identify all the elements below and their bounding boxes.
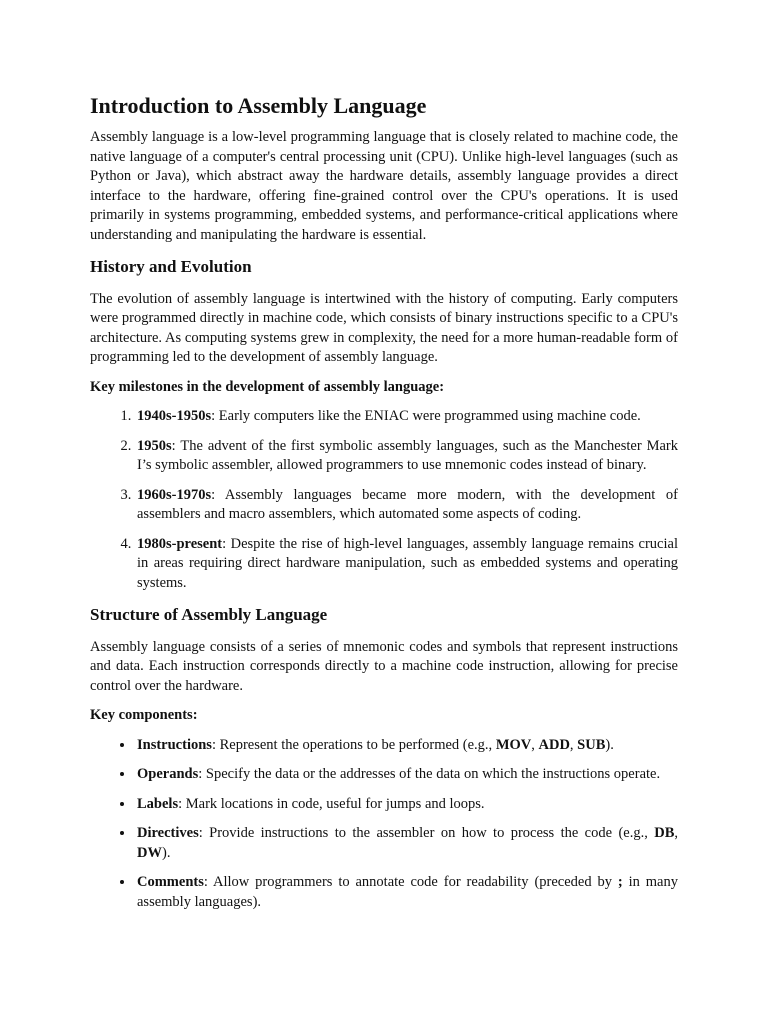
component-text: : Specify the data or the addresses of the data on which the instructions operate. [198, 766, 661, 783]
history-paragraph: The evolution of assembly language is intertwined with the history of computing. Early computers were programmed directly in machine code, which consists of binary instructions specific to a CPU's architecture. As computing systems grew in complexity, the need for a more human-readable form of programming led to the development of assembly language. [90, 290, 678, 366]
component-text: , [531, 736, 539, 753]
component-text: ). [161, 844, 171, 861]
component-text: ). [605, 736, 614, 753]
components-label: Key components: [90, 707, 198, 724]
code-mnemonic: ; [617, 874, 623, 891]
components-list [90, 736, 678, 913]
milestone-item [135, 437, 678, 476]
component-item [135, 873, 678, 912]
component-item [135, 795, 678, 815]
component-text: , [674, 825, 678, 842]
component-term: Comments [137, 874, 204, 891]
component-text: , [569, 736, 578, 753]
code-mnemonic: MOV [495, 736, 532, 753]
component-term: Operands [137, 766, 199, 783]
component-term: Directives [137, 825, 199, 842]
code-mnemonic: ADD [538, 736, 570, 753]
milestones-list [90, 407, 678, 593]
component-text: : Represent the operations to be performed (e.g., [211, 736, 496, 753]
milestone-term: 1950s [137, 437, 172, 454]
component-item [135, 765, 678, 785]
milestone-text: : Assembly languages became more modern, with the development of assemblers and macro assemblers, which automated some aspects of coding. [137, 486, 678, 523]
history-heading: History and Evolution [90, 257, 252, 277]
milestone-term: 1960s-1970s [137, 486, 212, 503]
component-text: : Provide instructions to the assembler on how to process the code (e.g., [198, 825, 655, 842]
component-item [135, 824, 678, 863]
component-text: in many assembly languages). [137, 874, 678, 910]
milestone-text: : Despite the rise of high-level languages, assembly language remains crucial in areas requiring direct hardware manipulation, such as embedded systems and operating systems. [137, 535, 678, 591]
component-text: : Mark locations in code, useful for jumps and loops. [178, 795, 485, 812]
milestone-term: 1940s-1950s [137, 408, 212, 425]
component-term: Labels [137, 795, 179, 812]
code-mnemonic: SUB [577, 736, 606, 753]
milestones-label: Key milestones in the development of assembly language: [90, 378, 445, 395]
milestone-term: 1980s-present [137, 535, 223, 552]
structure-paragraph: Assembly language consists of a series of mnemonic codes and symbols that represent instructions and data. Each instruction corresponds directly to a machine code instruction, allowing for precise control over the hardware. [90, 638, 678, 694]
code-mnemonic: DB [654, 825, 675, 842]
component-item [135, 736, 678, 756]
milestone-item [135, 407, 678, 427]
intro-paragraph: Assembly language is a low-level programming language that is closely related to machine code, the native language of a computer's central processing unit (CPU). Unlike high-level languages (such as Python or Java), which abstract away the hardware details, assembly language provides a direct interface to the hardware, offering fine-grained control over the CPU's operations. It is used primarily in systems programming, embedded systems, and performance-critical applications where understanding and manipulating the hardware is essential. [90, 129, 678, 243]
milestone-text: : Early computers like the ENIAC were programmed using machine code. [211, 408, 641, 425]
milestone-item [135, 535, 678, 594]
milestone-item [135, 486, 678, 525]
component-text: : Allow programmers to annotate code for readability (preceded by [203, 874, 618, 891]
page-title: Introduction to Assembly Language [90, 93, 427, 118]
component-term: Instructions [137, 736, 212, 753]
code-mnemonic: DW [137, 844, 162, 861]
milestone-text: : The advent of the first symbolic assembly languages, such as the Manchester Mark I’s symbolic assembler, allowed programmers to use mnemonic codes instead of binary. [137, 437, 678, 474]
structure-heading: Structure of Assembly Language [90, 605, 328, 625]
